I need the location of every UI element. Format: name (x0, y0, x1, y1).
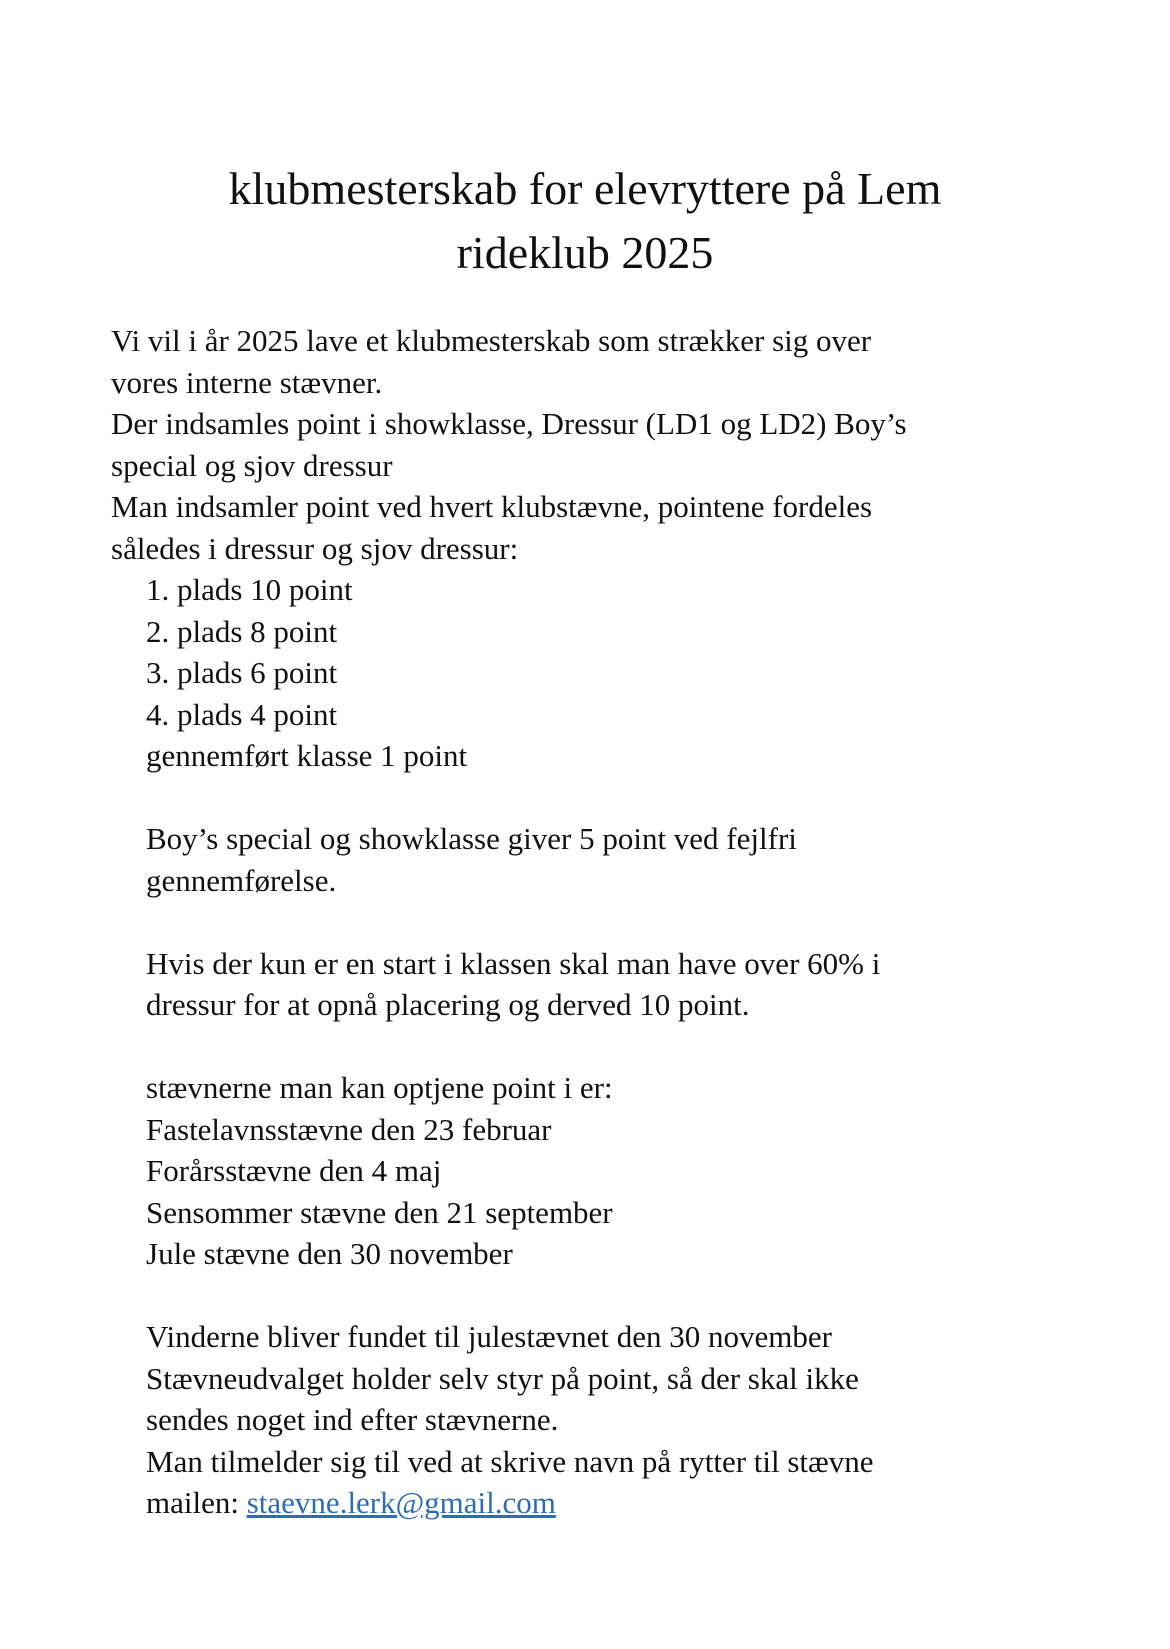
spacer (111, 1026, 1111, 1068)
paragraph-line: Hvis der kun er en start i klassen skal man have over 60% i (146, 945, 881, 981)
placement-item: 1. plads 10 point (146, 572, 353, 607)
paragraph-line: gennemførelse. (146, 862, 337, 898)
event-item: Fastelavnsstævne den 23 februar (146, 1111, 552, 1147)
title-line-1: klubmesterskab for elevryttere på Lem (228, 163, 942, 214)
mail-line (111, 1482, 1111, 1524)
paragraph-line: Man tilmelder sig til ved at skrive navn på rytter til stævne (146, 1443, 874, 1479)
paragraph-line: sendes noget ind efter stævnerne. (146, 1402, 559, 1437)
intro-line: special og sjov dressur (111, 447, 393, 483)
placement-item: 3. plads 6 point (146, 655, 338, 690)
email-link[interactable]: staevne.lerk@gmail.com (246, 1485, 556, 1520)
paragraph-line: Boy’s special og showklasse giver 5 point ved fejlfri (146, 821, 797, 856)
paragraph-line: Stævneudvalget holder selv styr på point, så der skal ikke (146, 1360, 859, 1396)
closing-paragraph (111, 1316, 1111, 1524)
document-title (0, 157, 1170, 285)
events-section (111, 1067, 1111, 1275)
spacer (111, 901, 1111, 943)
placement-item: 2. plads 8 point (146, 613, 338, 649)
intro-line: således i dressur og sjov dressur: (111, 530, 519, 566)
placement-item: gennemført klasse 1 point (146, 738, 468, 773)
intro-line: Man indsamler point ved hvert klubstævne, pointene fordeles (111, 489, 873, 524)
intro-line: vores interne stævner. (111, 364, 383, 400)
event-item: Sensommer stævne den 21 september (146, 1194, 613, 1230)
intro-line: Der indsamles point i showklasse, Dressur (LD1 og LD2) Boy’s (111, 406, 907, 441)
paragraph-line: dressur for at opnå placering og derved 10 point. (146, 987, 750, 1022)
document-body (111, 320, 1111, 1524)
paragraph-line: Vinderne bliver fundet til julestævnet den 30 november (146, 1319, 832, 1354)
intro-line: Vi vil i år 2025 lave et klubmesterskab som strækker sig over (111, 323, 872, 358)
event-item: Forårsstævne den 4 maj (146, 1153, 442, 1188)
spacer (111, 1275, 1111, 1317)
events-heading: stævnerne man kan optjene point i er: (146, 1070, 613, 1105)
placement-item: 4. plads 4 point (146, 696, 338, 732)
boys-special-paragraph (111, 818, 1111, 901)
mail-prefix: mailen: (146, 1485, 247, 1520)
spacer (111, 777, 1111, 819)
placement-list (111, 569, 1111, 777)
single-start-paragraph (111, 943, 1111, 1026)
title-line-2: rideklub 2025 (456, 227, 714, 278)
event-item: Jule stævne den 30 november (146, 1236, 513, 1271)
